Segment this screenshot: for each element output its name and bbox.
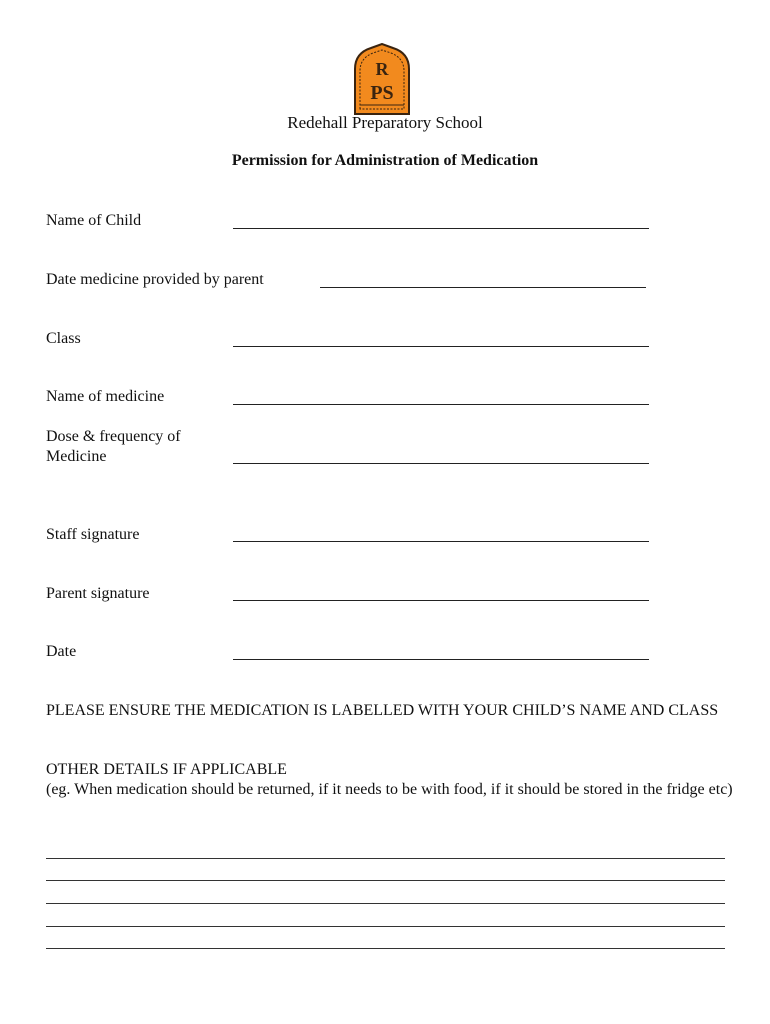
date-field[interactable]: [233, 659, 649, 660]
label-name-of-child: Name of Child: [46, 212, 142, 229]
staff-signature-field[interactable]: [233, 541, 649, 542]
dose-frequency-field[interactable]: [233, 463, 649, 464]
name-of-medicine-field[interactable]: [233, 404, 649, 405]
label-staff-signature: Staff signature: [46, 526, 140, 543]
date-medicine-provided-field[interactable]: [320, 287, 646, 288]
name-of-child-field[interactable]: [233, 228, 649, 229]
label-date: Date: [46, 643, 77, 660]
school-name: Redehall Preparatory School: [287, 113, 483, 132]
other-details-line[interactable]: [46, 903, 725, 904]
svg-text:R: R: [375, 59, 389, 79]
label-dose-frequency: Dose & frequency of Medicine: [46, 428, 181, 465]
parent-signature-field[interactable]: [233, 600, 649, 601]
other-details-line[interactable]: [46, 926, 725, 927]
school-crest-logo: [353, 43, 411, 115]
other-details-line[interactable]: [46, 858, 725, 859]
label-class: Class: [46, 330, 81, 347]
label-name-of-medicine: Name of medicine: [46, 388, 165, 405]
svg-text:PS: PS: [370, 82, 394, 104]
label-date-medicine-provided: Date medicine provided by parent: [46, 271, 264, 288]
other-details-line[interactable]: [46, 880, 725, 881]
other-details-hint: (eg. When medication should be returned, if it needs to be with food, if it should be stored in the fridge etc): [46, 781, 733, 798]
other-details-line[interactable]: [46, 948, 725, 949]
label-parent-signature: Parent signature: [46, 585, 150, 602]
class-field[interactable]: [233, 346, 649, 347]
other-details-heading: OTHER DETAILS IF APPLICABLE: [46, 761, 287, 778]
labelling-notice: PLEASE ENSURE THE MEDICATION IS LABELLED WITH YOUR CHILD’S NAME AND CLASS: [46, 702, 719, 719]
form-title: Permission for Administration of Medication: [231, 152, 539, 169]
